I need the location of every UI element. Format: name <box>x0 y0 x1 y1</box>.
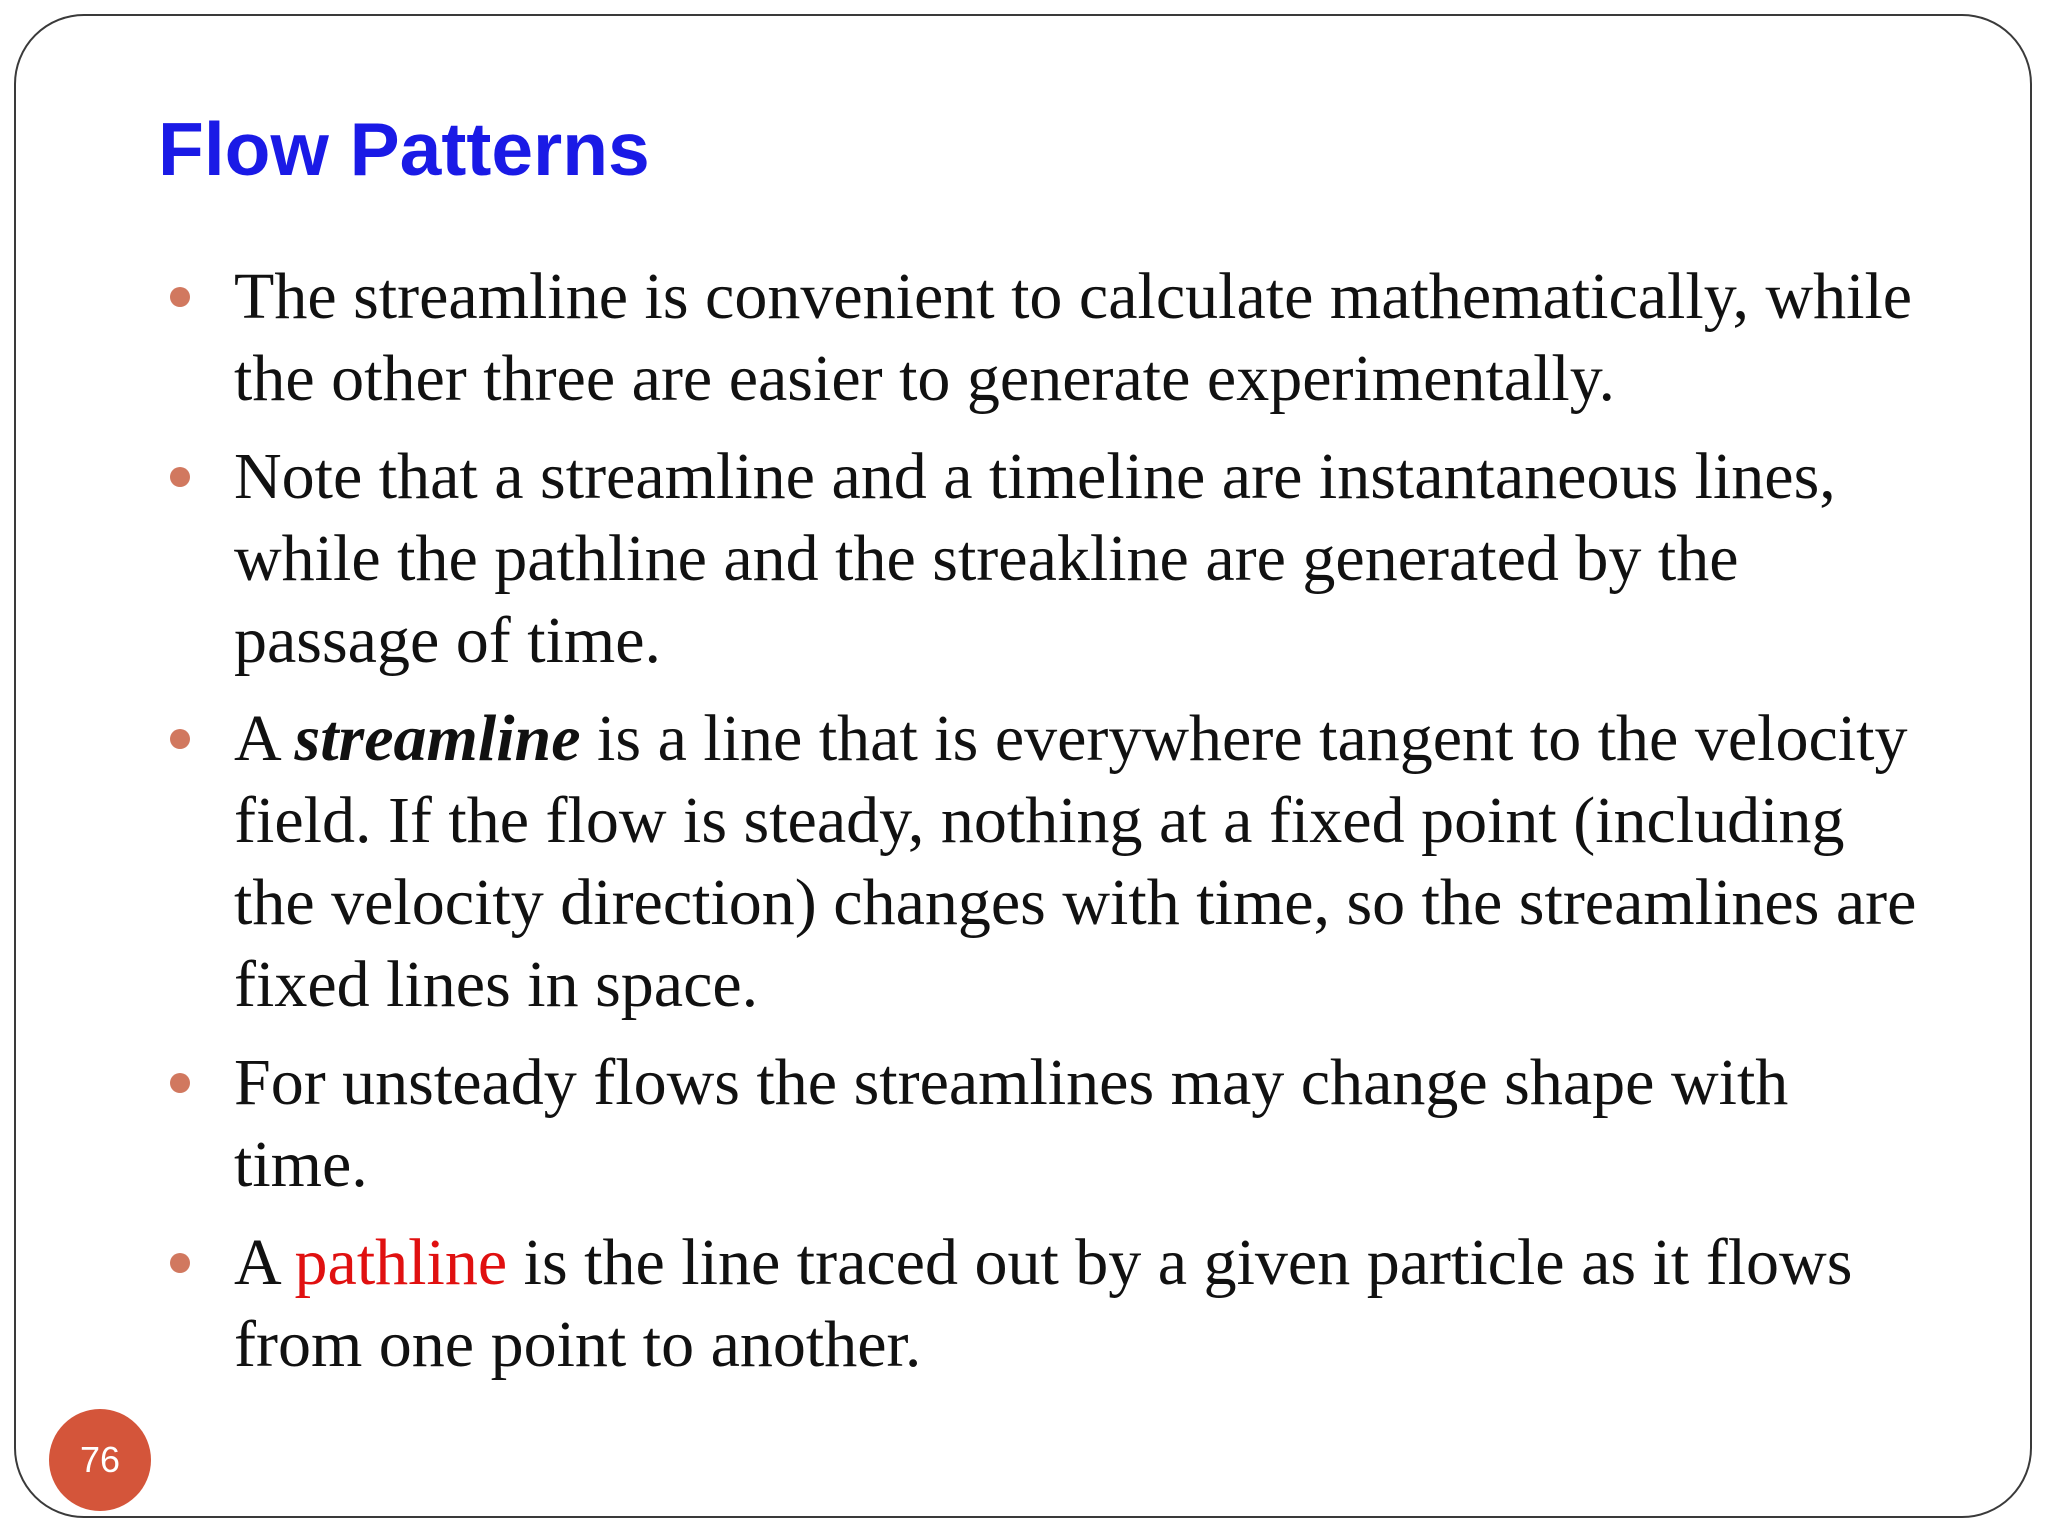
bullet-item <box>158 436 1938 682</box>
bullet-text-prefix: A <box>234 1226 295 1299</box>
bullet-dot-icon <box>170 1253 190 1273</box>
streamline-term: streamline <box>294 702 581 775</box>
bullet-item <box>158 256 1938 420</box>
bullet-item <box>158 1042 1938 1206</box>
bullet-item <box>158 698 1938 1026</box>
bullet-text: Note that a streamline and a timeline are instantaneous lines, while the pathline and the streakline are generated by the passage of time. <box>234 440 1836 677</box>
bullet-dot-icon <box>170 1073 190 1093</box>
slide <box>14 14 2032 1518</box>
bullet-list <box>158 256 1938 1402</box>
bullet-text: The streamline is convenient to calculate mathematically, while the other three are easier to generate experimentally. <box>234 260 1913 415</box>
bullet-dot-icon <box>170 729 190 749</box>
page-number-badge: 76 <box>49 1409 151 1511</box>
bullet-dot-icon <box>170 287 190 307</box>
bullet-text-suffix: is the line traced out by a given particle as it flows from one point to another. <box>234 1226 1853 1381</box>
bullet-dot-icon <box>170 467 190 487</box>
bullet-text: For unsteady flows the streamlines may change shape with time. <box>234 1046 1789 1201</box>
pathline-term: pathline <box>294 1226 508 1299</box>
bullet-text-prefix: A <box>234 702 295 775</box>
bullet-text-suffix: is a line that is everywhere tangent to the velocity field. If the flow is steady, nothing at a fixed point (including the velocity direction) changes with time, so the streamlines are fixed lines in space. <box>234 702 1917 1021</box>
slide-title: Flow Patterns <box>158 107 650 191</box>
bullet-item <box>158 1222 1938 1386</box>
